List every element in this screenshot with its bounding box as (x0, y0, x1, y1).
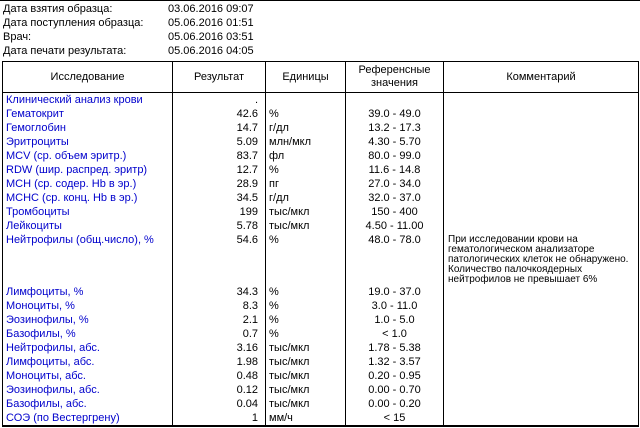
date-label: Дата печати результата: (3, 45, 127, 57)
units-cell: тыс/мкл (266, 383, 346, 397)
table-row (3, 327, 639, 341)
comment-cell (444, 205, 639, 219)
table-row (3, 285, 639, 299)
result-value-cell: 28.9 (173, 177, 266, 191)
table-row (3, 149, 639, 163)
result-value-cell: 0.7 (173, 327, 266, 341)
comment-cell (444, 191, 639, 205)
test-name-cell: Клинический анализ крови (3, 93, 173, 108)
result-value-cell: 83.7 (173, 149, 266, 163)
test-name-cell: MCH (ср. содер. Hb в эр.) (3, 177, 173, 191)
units-cell: тыс/мкл (266, 369, 346, 383)
comment-cell (444, 93, 639, 108)
test-name-cell: MCHC (ср. конц. Hb в эр.) (3, 191, 173, 205)
units-cell: тыс/мкл (266, 355, 346, 369)
column-header-units: Единицы (266, 62, 346, 93)
result-value-cell: . (173, 93, 266, 108)
column-header-result: Результат (173, 62, 266, 93)
reference-range-cell: 1.0 - 5.0 (346, 313, 444, 327)
units-cell: фл (266, 149, 346, 163)
table-row (3, 135, 639, 149)
units-cell: % (266, 163, 346, 177)
result-value-cell: 0.48 (173, 369, 266, 383)
date-row (3, 2, 640, 16)
comment-cell (444, 355, 639, 369)
test-name-cell: Базофилы, % (3, 327, 173, 341)
results-table-header (3, 62, 639, 93)
units-cell: г/дл (266, 191, 346, 205)
result-value-cell: 0.12 (173, 383, 266, 397)
reference-range-cell: 39.0 - 49.0 (346, 107, 444, 121)
comment-cell (444, 121, 639, 135)
comment-cell (444, 285, 639, 299)
comment-cell (444, 135, 639, 149)
test-name-cell: Лимфоциты, абс. (3, 355, 173, 369)
comment-cell (444, 107, 639, 121)
comment-cell (444, 397, 639, 411)
date-value: 05.06.2016 03:51 (168, 31, 254, 43)
units-cell: млн/мкл (266, 135, 346, 149)
date-label: Дата взятия образца: (3, 3, 113, 15)
test-name-cell: Эозинофилы, % (3, 313, 173, 327)
test-name-cell: Эритроциты (3, 135, 173, 149)
reference-range-cell (346, 93, 444, 108)
comment-cell (444, 341, 639, 355)
test-name-cell: Лимфоциты, % (3, 285, 173, 299)
units-cell: г/дл (266, 121, 346, 135)
reference-range-cell: 4.50 - 11.00 (346, 219, 444, 233)
units-cell: % (266, 233, 346, 285)
test-name-cell: Базофилы, абс. (3, 397, 173, 411)
result-value-cell: 34.3 (173, 285, 266, 299)
table-row (3, 341, 639, 355)
date-label: Врач: (3, 31, 32, 43)
units-cell: пг (266, 177, 346, 191)
sample-dates-block (0, 1, 640, 58)
date-row (3, 30, 640, 44)
table-row (3, 355, 639, 369)
units-cell: % (266, 313, 346, 327)
reference-range-cell: 27.0 - 34.0 (346, 177, 444, 191)
table-row (3, 233, 639, 285)
table-row (3, 191, 639, 205)
result-value-cell: 42.6 (173, 107, 266, 121)
table-row (3, 397, 639, 411)
result-value-cell: 54.6 (173, 233, 266, 285)
test-name-cell: Лейкоциты (3, 219, 173, 233)
header-row (3, 62, 639, 93)
table-row (3, 313, 639, 327)
reference-range-cell: 4.30 - 5.70 (346, 135, 444, 149)
date-label: Дата поступления образца: (3, 17, 144, 29)
comment-cell (444, 327, 639, 341)
comment-cell (444, 411, 639, 426)
column-header-comment: Комментарий (444, 62, 639, 93)
result-value-cell: 8.3 (173, 299, 266, 313)
test-name-cell: Моноциты, абс. (3, 369, 173, 383)
test-name-cell: Моноциты, % (3, 299, 173, 313)
reference-range-cell: < 1.0 (346, 327, 444, 341)
reference-range-cell: 19.0 - 37.0 (346, 285, 444, 299)
comment-cell (444, 299, 639, 313)
units-cell: % (266, 299, 346, 313)
comment-cell (444, 177, 639, 191)
test-name-cell: RDW (шир. распред. эритр) (3, 163, 173, 177)
test-name-cell: Гематокрит (3, 107, 173, 121)
table-row (3, 411, 639, 426)
reference-range-cell: 3.0 - 11.0 (346, 299, 444, 313)
test-name-cell: Нейтрофилы, абс. (3, 341, 173, 355)
table-row (3, 177, 639, 191)
comment-cell (444, 383, 639, 397)
test-name-cell: Нейтрофилы (общ.число), % (3, 233, 173, 285)
units-cell: тыс/мкл (266, 341, 346, 355)
units-cell: тыс/мкл (266, 397, 346, 411)
date-row (3, 16, 640, 30)
reference-range-cell: 48.0 - 78.0 (346, 233, 444, 285)
result-value-cell: 5.09 (173, 135, 266, 149)
units-cell: мм/ч (266, 411, 346, 426)
result-value-cell: 2.1 (173, 313, 266, 327)
reference-range-cell: 13.2 - 17.3 (346, 121, 444, 135)
result-value-cell: 199 (173, 205, 266, 219)
units-cell: % (266, 285, 346, 299)
test-name-cell: MCV (ср. объем эритр.) (3, 149, 173, 163)
test-name-cell: Тромбоциты (3, 205, 173, 219)
comment-cell: При исследовании крови на гематологическом анализаторе патологических клеток не обнаружено. Количество палочкоядерных нейтрофилов не превышает 6% (444, 233, 639, 285)
date-row (3, 44, 640, 58)
column-header-test: Исследование (3, 62, 173, 93)
table-row (3, 121, 639, 135)
result-value-cell: 12.7 (173, 163, 266, 177)
table-row (3, 299, 639, 313)
table-row (3, 107, 639, 121)
result-value-cell: 3.16 (173, 341, 266, 355)
reference-range-cell: 0.00 - 0.20 (346, 397, 444, 411)
result-value-cell: 34.5 (173, 191, 266, 205)
column-header-reference: Референсные значения (346, 62, 444, 93)
comment-cell (444, 313, 639, 327)
result-value-cell: 14.7 (173, 121, 266, 135)
reference-range-cell: 80.0 - 99.0 (346, 149, 444, 163)
comment-cell (444, 163, 639, 177)
reference-range-cell: 150 - 400 (346, 205, 444, 219)
comment-cell (444, 219, 639, 233)
reference-range-cell: < 15 (346, 411, 444, 426)
table-row (3, 205, 639, 219)
results-table-body (3, 93, 639, 427)
table-row (3, 369, 639, 383)
table-row (3, 219, 639, 233)
reference-range-cell: 1.78 - 5.38 (346, 341, 444, 355)
units-cell: тыс/мкл (266, 205, 346, 219)
reference-range-cell: 0.00 - 0.70 (346, 383, 444, 397)
table-row (3, 93, 639, 108)
table-row (3, 163, 639, 177)
reference-range-cell: 0.20 - 0.95 (346, 369, 444, 383)
reference-range-cell: 1.32 - 3.57 (346, 355, 444, 369)
test-name-cell: СОЭ (по Вестергрену) (3, 411, 173, 426)
table-row (3, 383, 639, 397)
test-name-cell: Эозинофилы, абс. (3, 383, 173, 397)
units-cell: тыс/мкл (266, 219, 346, 233)
comment-cell (444, 369, 639, 383)
result-value-cell: 5.78 (173, 219, 266, 233)
reference-range-cell: 32.0 - 37.0 (346, 191, 444, 205)
units-cell: % (266, 107, 346, 121)
test-name-cell: Гемоглобин (3, 121, 173, 135)
date-value: 03.06.2016 09:07 (168, 3, 254, 15)
result-value-cell: 0.04 (173, 397, 266, 411)
units-cell: % (266, 327, 346, 341)
lab-results-table (2, 61, 639, 427)
units-cell (266, 93, 346, 108)
result-value-cell: 1.98 (173, 355, 266, 369)
comment-cell (444, 149, 639, 163)
date-value: 05.06.2016 01:51 (168, 17, 254, 29)
date-value: 05.06.2016 04:05 (168, 45, 254, 57)
result-value-cell: 1 (173, 411, 266, 426)
reference-range-cell: 11.6 - 14.8 (346, 163, 444, 177)
